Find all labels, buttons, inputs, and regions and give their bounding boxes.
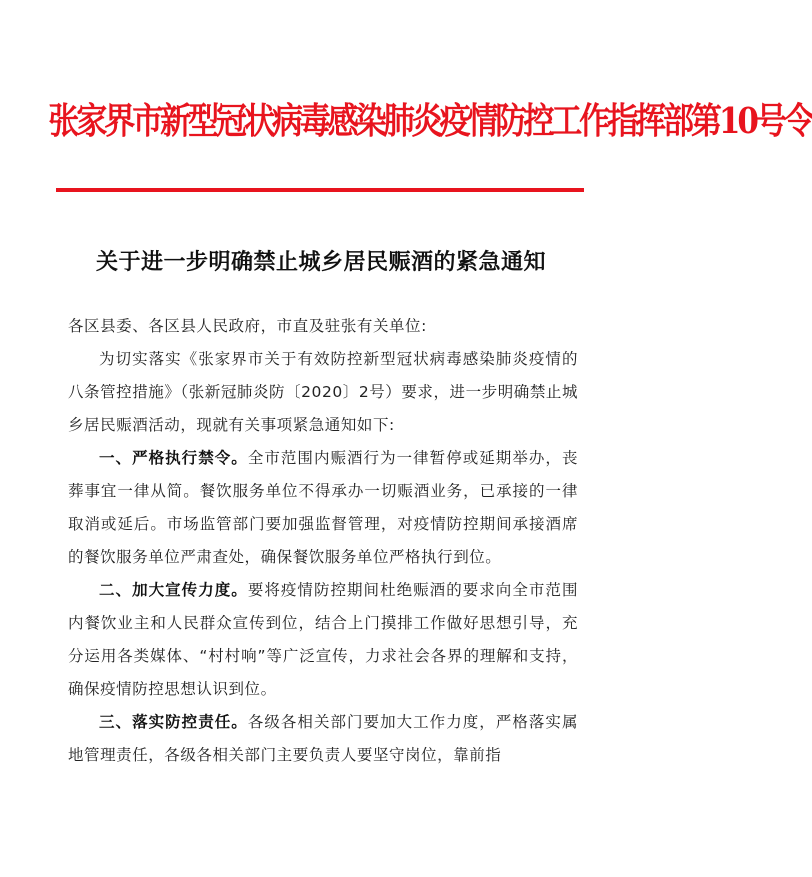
salutation: 各区县委、各区县人民政府，市直及驻张有关单位:	[68, 317, 427, 335]
paragraph-text: 为切实落实《张家界市关于有效防控新型冠状病毒感染肺炎疫情的八条管控措施》（张新冠肺炎防〔2020〕2号）要求，进一步明确禁止城乡居民赈酒活动，现就有关事项紧急通知如下:	[68, 350, 578, 434]
paragraph-section-2	[68, 574, 578, 706]
paragraph-lead: 二、加大宣传力度。	[99, 581, 248, 599]
paragraph-text: 全市范围内赈酒行为一律暂停或延期举办，丧葬事宜一律从简。餐饮服务单位不得承办一切赈酒业务，已承接的一律取消或延后。市场监管部门要加强监督管理，对疫情防控期间承接酒席的餐饮服务单位严肃查处，确保餐饮服务单位严格执行到位。	[68, 449, 578, 566]
document-title: 关于进一步明确禁止城乡居民赈酒的紧急通知	[95, 249, 546, 275]
paragraph-lead: 三、落实防控责任。	[99, 713, 248, 731]
paragraph-lead: 一、严格执行禁令。	[99, 449, 248, 467]
paragraph-section-3	[68, 706, 578, 772]
document-body	[68, 310, 578, 772]
paragraph-section-1	[68, 442, 578, 574]
paragraph-intro	[68, 343, 578, 442]
header-red-rule	[56, 188, 584, 192]
paragraph-text: 要将疫情防控期间杜绝赈酒的要求向全市范围内餐饮业主和人民群众宣传到位，结合上门摸排工作做好思想引导，充分运用各类媒体、“村村响”等广泛宣传，力求社会各界的理解和支持，确保疫情防控思想认识到位。	[68, 581, 578, 698]
paragraph-text: 各级各相关部门要加大工作力度，严格落实属地管理责任，各级各相关部门主要负责人要坚守岗位，靠前指	[68, 713, 578, 764]
issuer-header-title: 张家界市新型冠状病毒感染肺炎疫情防控工作指挥部第10号令	[48, 99, 812, 142]
